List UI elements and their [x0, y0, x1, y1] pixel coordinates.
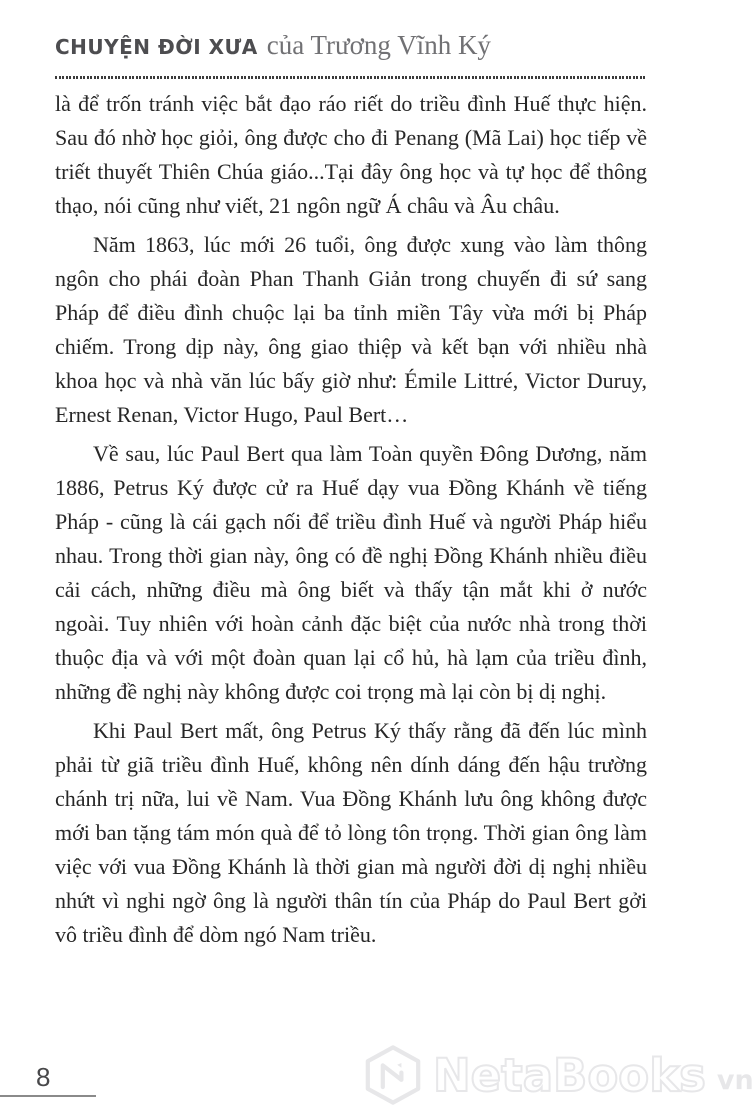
watermark-tld: vn [716, 1064, 754, 1096]
page-number: 8 [36, 1062, 51, 1092]
header-dotted-divider [55, 76, 646, 79]
body-paragraph: là để trốn tránh việc bắt đạo ráo riết do triều đình Huế thực hiện. Sau đó nhờ học giỏi, ông được cho đi Penang (Mã Lai) học tiếp về triết thuyết Thiên Chúa giáo...Tại đây ông học và tự học để thông thạo, nói cũng như viết, 21 ngôn ngữ Á châu và Âu châu. [55, 91, 647, 218]
watermark-name: NetaBooks [433, 1048, 706, 1102]
book-title: CHUYỆN ĐỜI XƯA [55, 35, 258, 59]
book-author-subtitle: của Trương Vĩnh Ký [266, 30, 491, 60]
body-paragraph: Năm 1863, lúc mới 26 tuổi, ông được xung vào làm thông ngôn cho phái đoàn Phan Thanh Giản trong chuyến đi sứ sang Pháp để điều đình chuộc lại ba tỉnh miền Tây vừa mới bị Pháp chiếm. Trong dịp này, ông giao thiệp và kết bạn với nhiều nhà khoa học và nhà văn lúc bấy giờ như: Émile Littré, Victor Duruy, Ernest Renan, Victor Hugo, Paul Bert… [55, 232, 647, 427]
page-header [55, 30, 647, 61]
page-number-underline [0, 1095, 96, 1097]
netabooks-hexagon-n-icon [362, 1045, 424, 1105]
netabooks-watermark [362, 1044, 754, 1106]
body-paragraph: Về sau, lúc Paul Bert qua làm Toàn quyền Đông Dương, năm 1886, Petrus Ký được cử ra Huế dạy vua Đồng Khánh về tiếng Pháp - cũng là cái gạch nối để triều đình Huế và người Pháp hiểu nhau. Trong thời gian này, ông có đề nghị Đồng Khánh nhiều điều cải cách, những điều mà ông biết và thấy tận mắt khi ở nước ngoài. Tuy nhiên với hoàn cảnh đặc biệt của nước nhà trong thời thuộc địa và với một đoàn quan lại cổ hủ, hà lạm của triều đình, những đề nghị này không được coi trọng mà lại còn bị dị nghị. [55, 441, 647, 704]
page-body [55, 87, 647, 952]
body-paragraph: Khi Paul Bert mất, ông Petrus Ký thấy rằng đã đến lúc mình phải từ giã triều đình Huế, không nên dính dáng đến hậu trường chánh trị nữa, lui về Nam. Vua Đồng Khánh lưu ông không được mới ban tặng tám món quà để tỏ lòng tôn trọng. Thời gian ông làm việc với vua Đồng Khánh là thời gian mà người đời dị nghị nhiều nhứt vì nghi ngờ ông là người thân tín của Pháp do Paul Bert gởi vô triều đình để dòm ngó Nam triều. [55, 718, 647, 947]
